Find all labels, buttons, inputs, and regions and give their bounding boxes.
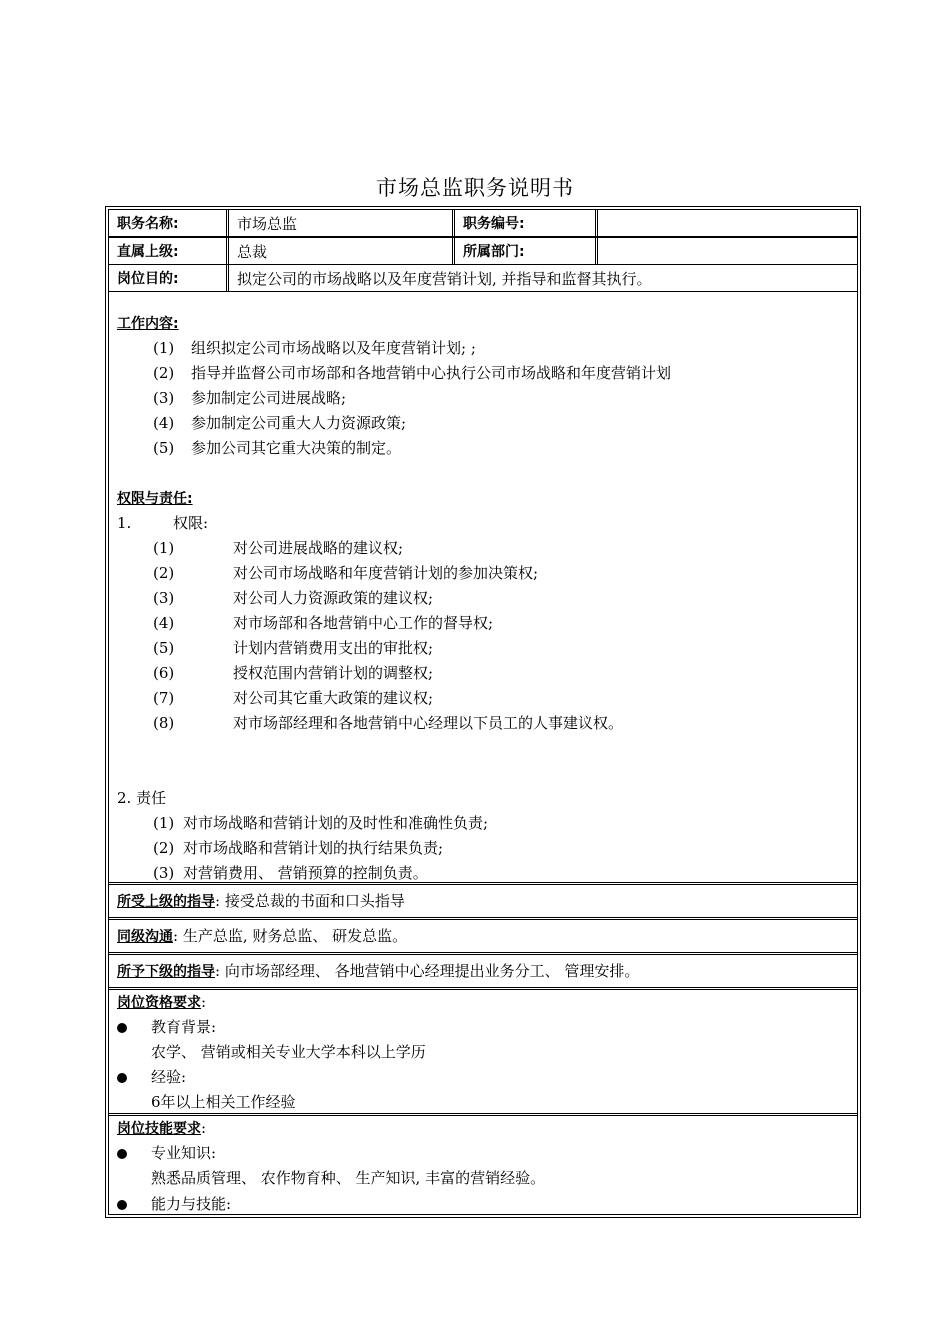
main-section xyxy=(109,292,857,882)
skills-heading: 岗位技能要求 xyxy=(117,1121,201,1137)
peer-label: 同级沟通 xyxy=(117,929,173,945)
skills-section: 岗位技能要求: 专业知识: 熟悉品质管理、 农作物育种、 生产知识, 丰富的营销经验。 能力与技能: xyxy=(117,1119,546,1213)
knowledge-item: 专业知识: xyxy=(117,1143,216,1163)
power-item: (2) 对公司市场战略和年度营销计划的参加决策权; xyxy=(153,564,539,582)
power-item: (6) 授权范围内营销计划的调整权; xyxy=(153,664,434,682)
edu-value: 农学、 营销或相关专业大学本科以上学历 xyxy=(151,1043,426,1061)
bullet-icon xyxy=(117,1149,127,1159)
job-code-label: 职务编号: xyxy=(463,216,525,232)
power-item: (5) 计划内营销费用支出的审批权; xyxy=(153,639,434,657)
superior-label: 直属上级: xyxy=(117,244,179,260)
header-row-2 xyxy=(109,237,857,265)
work-item: (2) 指导并监督公司市场部和各地营销中心执行公司市场战略和年度营销计划 xyxy=(153,364,672,382)
authority-heading: 权限与责任: xyxy=(117,491,193,507)
exp-value: 6年以上相关工作经验 xyxy=(151,1093,296,1111)
job-description-table xyxy=(105,206,861,1218)
power-item: (8) 对市场部经理和各地营销中心经理以下员工的人事建议权。 xyxy=(153,714,624,732)
ability-item: 能力与技能: xyxy=(117,1194,231,1214)
job-name-label: 职务名称: xyxy=(117,216,179,232)
job-name-value: 市场总监 xyxy=(237,214,298,233)
header-row-3 xyxy=(109,264,857,292)
guidance-text: : 接受总裁的书面和口头指导 xyxy=(215,892,405,910)
work-heading: 工作内容: xyxy=(117,316,179,332)
header-row-1 xyxy=(109,210,857,237)
resp-item: (1) 对市场战略和营销计划的及时性和准确性负责; xyxy=(153,814,489,832)
bullet-icon xyxy=(117,1073,127,1083)
resp-item: (3) 对营销费用、 营销预算的控制负责。 xyxy=(153,864,428,882)
exp-item: 经验: xyxy=(117,1067,186,1087)
bullet-icon xyxy=(117,1200,127,1210)
bullet-icon xyxy=(117,1023,127,1033)
document-title: 市场总监职务说明书 xyxy=(376,176,574,200)
resp-item: (2) 对市场战略和营销计划的执行结果负责; xyxy=(153,839,444,857)
qualification-heading: 岗位资格要求 xyxy=(117,995,201,1011)
work-item: (5) 参加公司其它重大决策的制定。 xyxy=(153,439,402,457)
purpose-label: 岗位目的: xyxy=(117,271,179,287)
power-item: (7) 对公司其它重大政策的建议权; xyxy=(153,689,434,707)
qualification-section: 岗位资格要求: 教育背景: 农学、 营销或相关专业大学本科以上学历 经验: 6年以上相关工作经验 xyxy=(117,993,426,1111)
job-code-value xyxy=(598,210,857,236)
power-item: (3) 对公司人力资源政策的建议权; xyxy=(153,589,434,607)
work-item: (1) 组织拟定公司市场战略以及年度营销计划; ; xyxy=(153,339,476,357)
resp-label: 2. 责任 xyxy=(117,789,167,807)
power-item: (1) 对公司进展战略的建议权; xyxy=(153,539,404,557)
dept-label: 所属部门: xyxy=(463,244,525,260)
work-item: (3) 参加制定公司进展战略; xyxy=(153,389,347,407)
work-item: (4) 参加制定公司重大人力资源政策; xyxy=(153,414,407,432)
power-item: (4) 对市场部和各地营销中心工作的督导权; xyxy=(153,614,494,632)
knowledge-value: 熟悉品质管理、 农作物育种、 生产知识, 丰富的营销经验。 xyxy=(151,1169,546,1187)
edu-item: 教育背景: xyxy=(117,1017,216,1037)
guidance-row xyxy=(109,885,857,917)
subordinate-text: : 向市场部经理、 各地营销中心经理提出业务分工、 管理安排。 xyxy=(215,962,640,980)
purpose-value: 拟定公司的市场战略以及年度营销计划, 并指导和监督其执行。 xyxy=(237,269,652,288)
subordinate-row xyxy=(109,955,857,987)
superior-value: 总裁 xyxy=(237,242,268,261)
dept-value xyxy=(598,238,857,264)
guidance-label: 所受上级的指导 xyxy=(117,894,215,910)
peer-row xyxy=(109,920,857,952)
subordinate-label: 所予下级的指导 xyxy=(117,964,215,980)
peer-text: : 生产总监, 财务总监、 研发总监。 xyxy=(173,927,408,945)
power-label: 1. 权限: xyxy=(117,514,209,532)
